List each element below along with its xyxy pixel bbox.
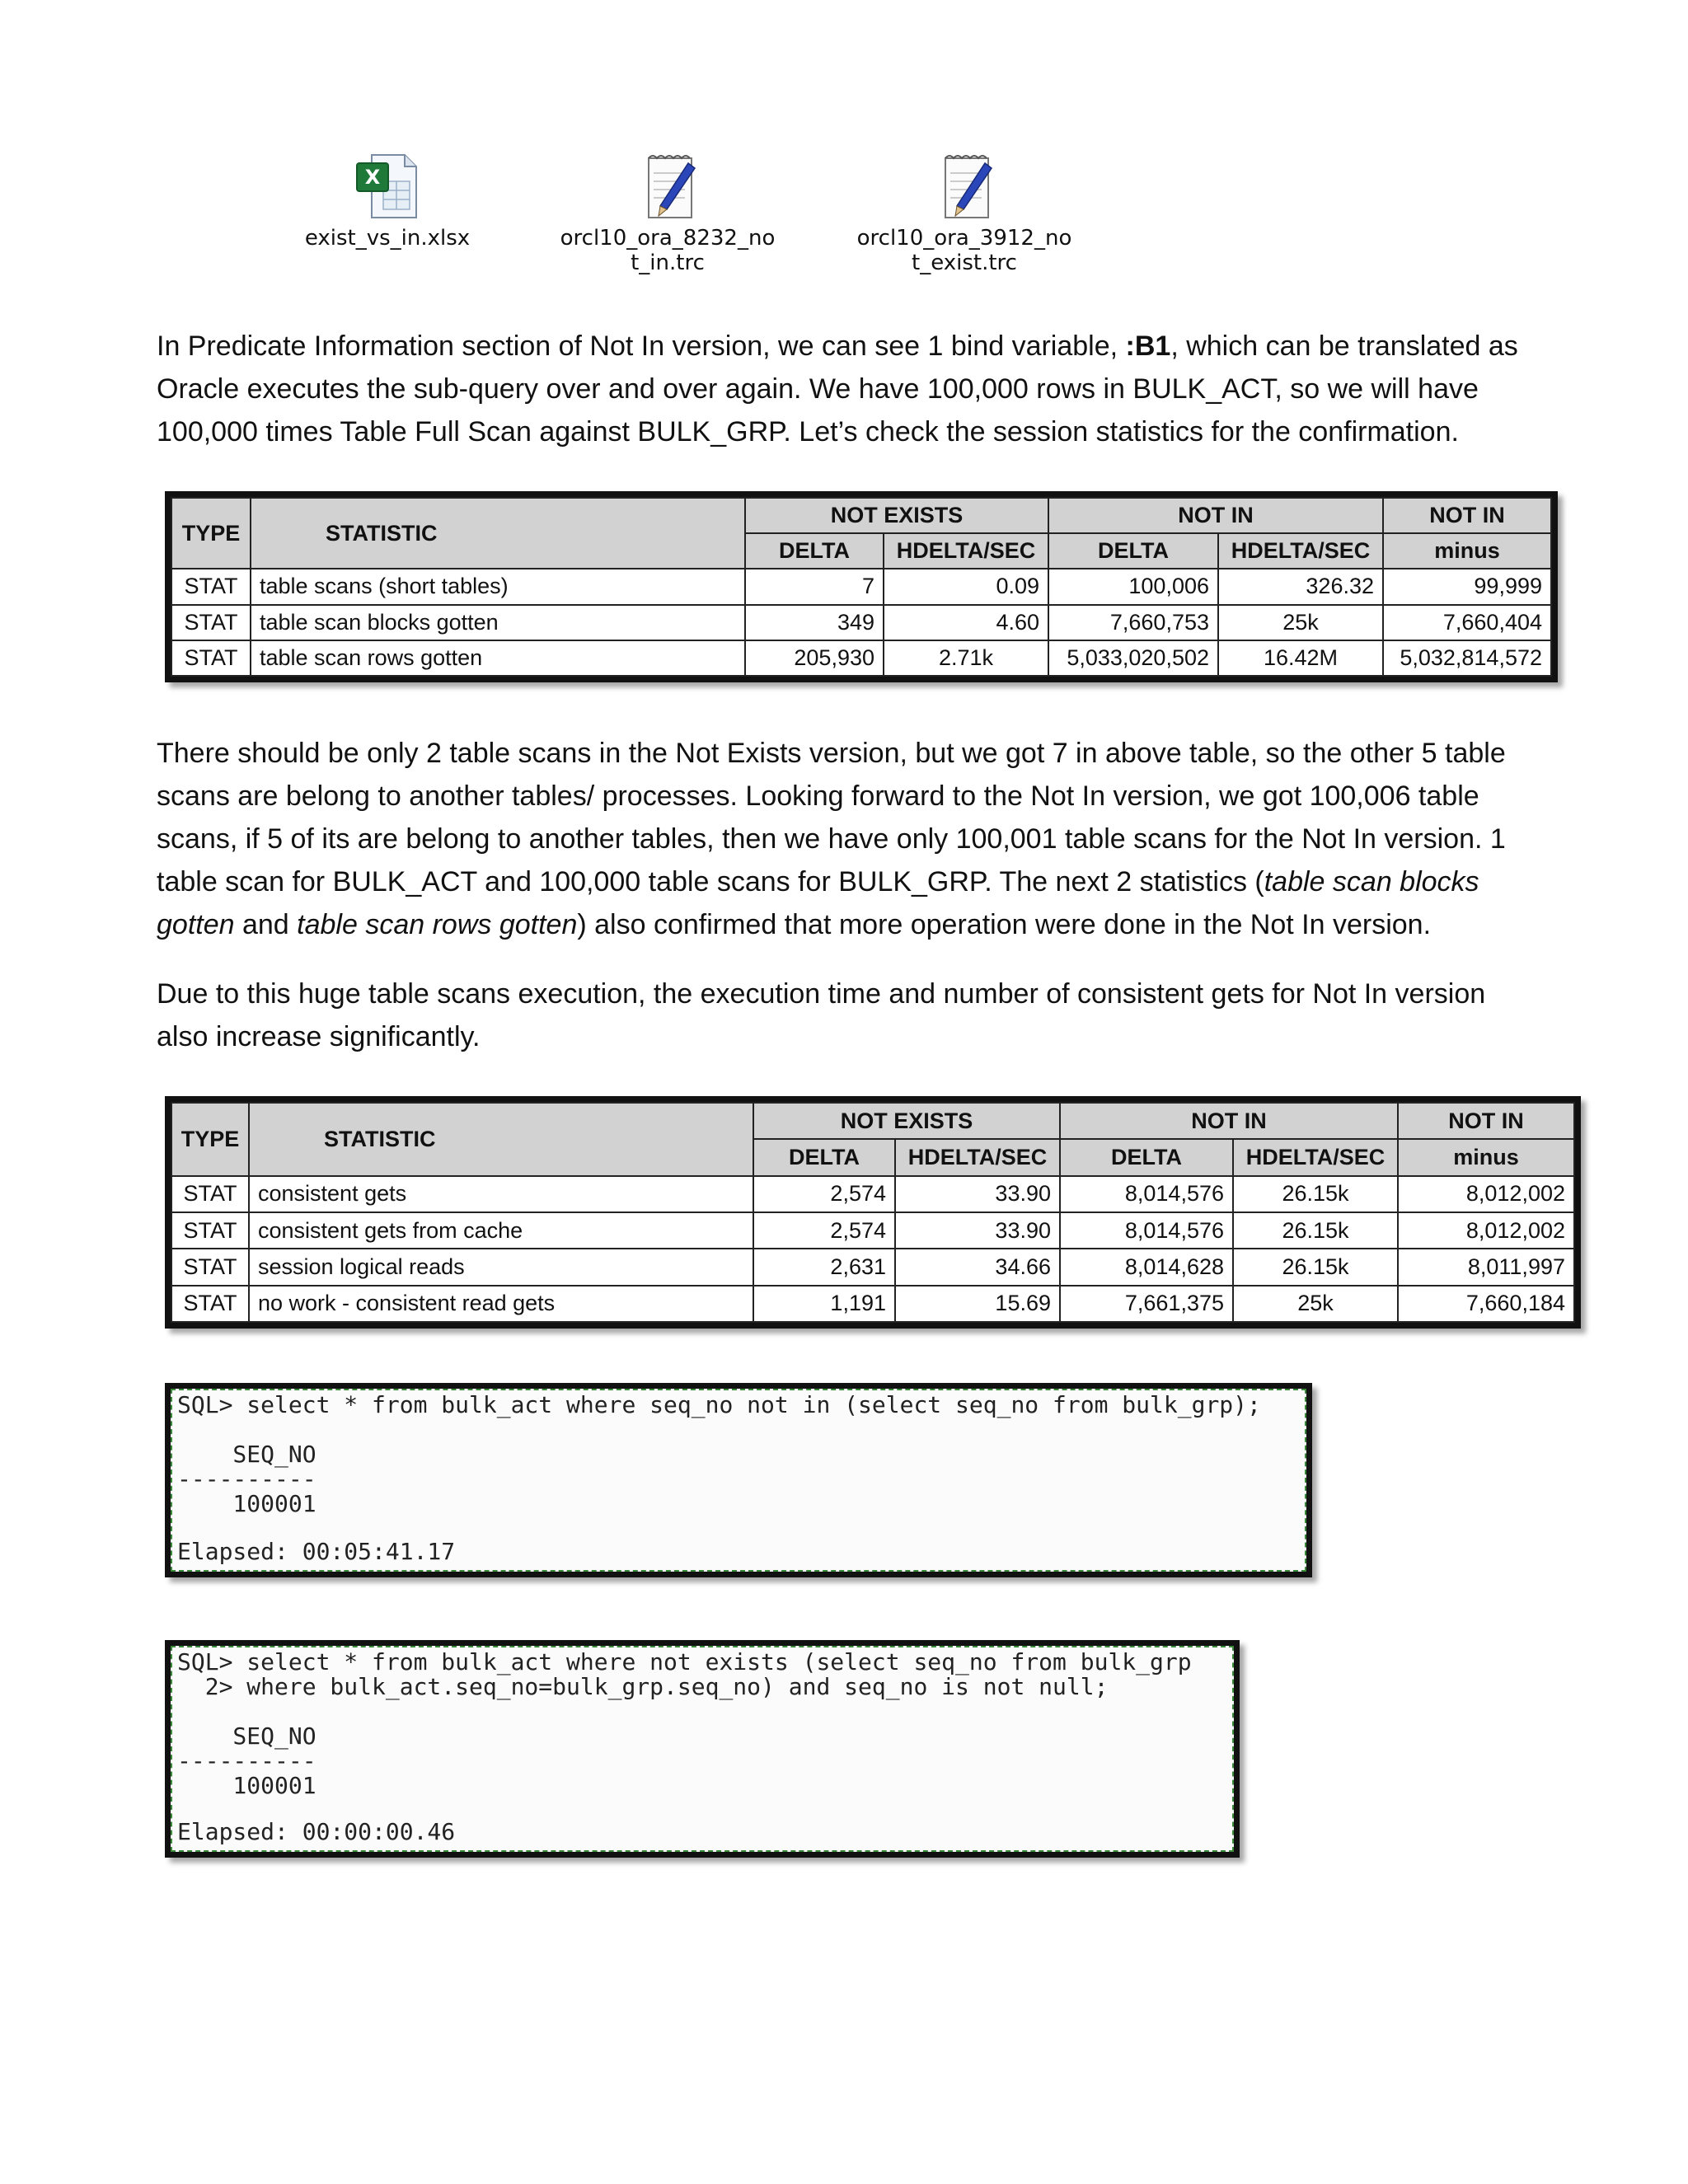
cell-ne-hdelta: 15.69	[895, 1286, 1060, 1322]
attachment-xlsx[interactable]	[264, 148, 511, 251]
col-header-delta: DELTA	[1060, 1139, 1233, 1175]
cell-minus: 8,012,002	[1398, 1212, 1574, 1249]
table-row	[171, 1249, 1574, 1285]
col-header-hdelta: HDELTA/SEC	[1233, 1139, 1398, 1175]
col-header-not-in-minus: NOT IN	[1398, 1103, 1574, 1139]
paragraph-text: , which can be translated as Oracle executes the sub-query over and over again. We have 100,000 rows in BULK_ACT, so we will have 100,000 times Table Full Scan against BULK_GRP. Let’s check the session statistics for the confirmation.	[157, 330, 1518, 448]
attachment-name: exist_vs_in.xlsx	[304, 226, 471, 251]
paragraph-predicate-info	[157, 325, 1541, 453]
console-line: 100001	[177, 1490, 316, 1517]
cell-ne-delta: 7	[745, 569, 884, 604]
cell-ni-hdelta: 26.15k	[1233, 1212, 1398, 1249]
cell-statistic: table scan blocks gotten	[251, 605, 745, 640]
col-header-type: TYPE	[171, 498, 251, 569]
cell-ni-hdelta: 25k	[1218, 605, 1383, 640]
cell-minus: 8,012,002	[1398, 1176, 1574, 1212]
console-line: ----------	[177, 1465, 316, 1493]
cell-ne-delta: 205,930	[745, 640, 884, 676]
cell-type: STAT	[171, 1286, 249, 1322]
paragraph-execution-time: Due to this huge table scans execution, the execution time and number of consistent gets for Not In version also increase significantly.	[157, 978, 1486, 1052]
cell-ne-hdelta: 33.90	[895, 1176, 1060, 1212]
cell-type: STAT	[171, 1212, 249, 1249]
cell-ne-hdelta: 4.60	[884, 605, 1048, 640]
table-row	[171, 1176, 1574, 1212]
attachments-row	[264, 148, 1170, 297]
table-row	[171, 569, 1551, 604]
excel-file-icon	[350, 148, 424, 223]
statistics-table-scans	[165, 491, 1558, 682]
italic-term: table scan blocks gotten	[157, 866, 1479, 940]
cell-minus: 7,660,184	[1398, 1286, 1574, 1322]
svg-text:X: X	[364, 166, 381, 189]
col-header-minus: minus	[1398, 1139, 1574, 1175]
cell-statistic: table scans (short tables)	[251, 569, 745, 604]
col-header-minus: minus	[1383, 533, 1551, 569]
col-header-delta: DELTA	[1048, 533, 1218, 569]
statistics-consistent-gets	[165, 1096, 1581, 1329]
cell-statistic: consistent gets from cache	[249, 1212, 753, 1249]
attachment-name-line1: orcl10_ora_3912_no	[856, 226, 1072, 251]
console-line: SQL> select * from bulk_act where not exists (select seq_no from bulk_grp	[177, 1648, 1192, 1675]
cell-ne-delta: 1,191	[753, 1286, 895, 1322]
cell-ne-hdelta: 33.90	[895, 1212, 1060, 1249]
console-line: SEQ_NO	[177, 1722, 316, 1750]
table-row	[171, 1286, 1574, 1322]
cell-type: STAT	[171, 640, 251, 676]
cell-ne-delta: 2,631	[753, 1249, 895, 1285]
col-header-statistic: STATISTIC	[251, 498, 745, 569]
console-line: 100001	[177, 1772, 316, 1799]
paragraph-text: In Predicate Information section of Not In version, we can see 1 bind variable,	[157, 330, 1126, 362]
cell-ni-delta: 8,014,576	[1060, 1176, 1233, 1212]
cell-type: STAT	[171, 569, 251, 604]
italic-term: table scan rows gotten	[297, 909, 578, 940]
cell-ni-hdelta: 26.15k	[1233, 1176, 1398, 1212]
cell-ne-delta: 349	[745, 605, 884, 640]
sql-console-not-exists	[165, 1640, 1240, 1858]
cell-ni-delta: 8,014,576	[1060, 1212, 1233, 1249]
cell-ne-hdelta: 0.09	[884, 569, 1048, 604]
col-header-delta: DELTA	[745, 533, 884, 569]
col-header-not-in-minus: NOT IN	[1383, 498, 1551, 533]
col-header-statistic: STATISTIC	[249, 1103, 753, 1176]
attachment-name-line2: t_exist.trc	[912, 251, 1017, 275]
cell-ne-hdelta: 2.71k	[884, 640, 1048, 676]
table-row	[171, 640, 1551, 676]
col-header-delta: DELTA	[753, 1139, 895, 1175]
cell-minus: 99,999	[1383, 569, 1551, 604]
notepad-file-icon	[631, 148, 705, 223]
console-line: Elapsed: 00:00:00.46	[177, 1818, 456, 1845]
col-header-hdelta: HDELTA/SEC	[895, 1139, 1060, 1175]
console-line: Elapsed: 00:05:41.17	[177, 1538, 456, 1565]
cell-ni-delta: 8,014,628	[1060, 1249, 1233, 1285]
paragraph-table-scans-explained	[157, 732, 1541, 946]
attachment-name-line1: orcl10_ora_8232_no	[560, 226, 776, 251]
table-row	[171, 605, 1551, 640]
paragraph-text: There should be only 2 table scans in the Not Exists version, but we got 7 in above table, so the other 5 table scans are belong to another tables/ processes. Looking forward to the Not In version, we got 100,006 table scans, if 5 of its are belong to another tables, then we have only 100,001 table scans for the Not In version. 1 table scan for BULK_ACT and 100,000 table scans for BULK_GRP. The next 2 statistics (	[157, 738, 1506, 898]
col-header-hdelta: HDELTA/SEC	[884, 533, 1048, 569]
table-row	[171, 1212, 1574, 1249]
console-line: 2> where bulk_act.seq_no=bulk_grp.seq_no) and seq_no is not null;	[177, 1673, 1109, 1700]
stats-table	[171, 497, 1552, 677]
cell-statistic: session logical reads	[249, 1249, 753, 1285]
cell-type: STAT	[171, 1176, 249, 1212]
cell-statistic: no work - consistent read gets	[249, 1286, 753, 1322]
group-header-not-in: NOT IN	[1060, 1103, 1398, 1139]
console-line: SEQ_NO	[177, 1441, 316, 1468]
cell-statistic: consistent gets	[249, 1176, 753, 1212]
console-line: SQL> select * from bulk_act where seq_no not in (select seq_no from bulk_grp);	[177, 1391, 1261, 1418]
col-header-hdelta: HDELTA/SEC	[1218, 533, 1383, 569]
cell-minus: 5,032,814,572	[1383, 640, 1551, 676]
cell-ni-hdelta: 26.15k	[1233, 1249, 1398, 1285]
cell-ni-hdelta: 16.42M	[1218, 640, 1383, 676]
notepad-file-icon	[927, 148, 1001, 223]
cell-ni-delta: 7,660,753	[1048, 605, 1218, 640]
cell-type: STAT	[171, 1249, 249, 1285]
sql-console-not-in	[165, 1383, 1312, 1577]
cell-ne-delta: 2,574	[753, 1176, 895, 1212]
cell-statistic: table scan rows gotten	[251, 640, 745, 676]
stats-table	[171, 1102, 1575, 1323]
cell-type: STAT	[171, 605, 251, 640]
cell-minus: 7,660,404	[1383, 605, 1551, 640]
attachment-trc-not-exist[interactable]	[841, 148, 1088, 275]
col-header-type: TYPE	[171, 1103, 249, 1176]
cell-ni-delta: 5,033,020,502	[1048, 640, 1218, 676]
paragraph-text: ) also confirmed that more operation were done in the Not In version.	[577, 909, 1432, 940]
cell-minus: 8,011,997	[1398, 1249, 1574, 1285]
cell-ni-delta: 100,006	[1048, 569, 1218, 604]
cell-ni-hdelta: 25k	[1233, 1286, 1398, 1322]
group-header-not-in: NOT IN	[1048, 498, 1383, 533]
group-header-not-exists: NOT EXISTS	[753, 1103, 1060, 1139]
console-line: ----------	[177, 1747, 316, 1774]
bind-variable: :B1	[1125, 330, 1171, 362]
group-header-not-exists: NOT EXISTS	[745, 498, 1048, 533]
cell-ni-hdelta: 326.32	[1218, 569, 1383, 604]
attachment-trc-not-in[interactable]	[544, 148, 791, 275]
cell-ni-delta: 7,661,375	[1060, 1286, 1233, 1322]
paragraph-text: and	[234, 909, 298, 940]
cell-ne-hdelta: 34.66	[895, 1249, 1060, 1285]
cell-ne-delta: 2,574	[753, 1212, 895, 1249]
attachment-name-line2: t_in.trc	[631, 251, 705, 275]
